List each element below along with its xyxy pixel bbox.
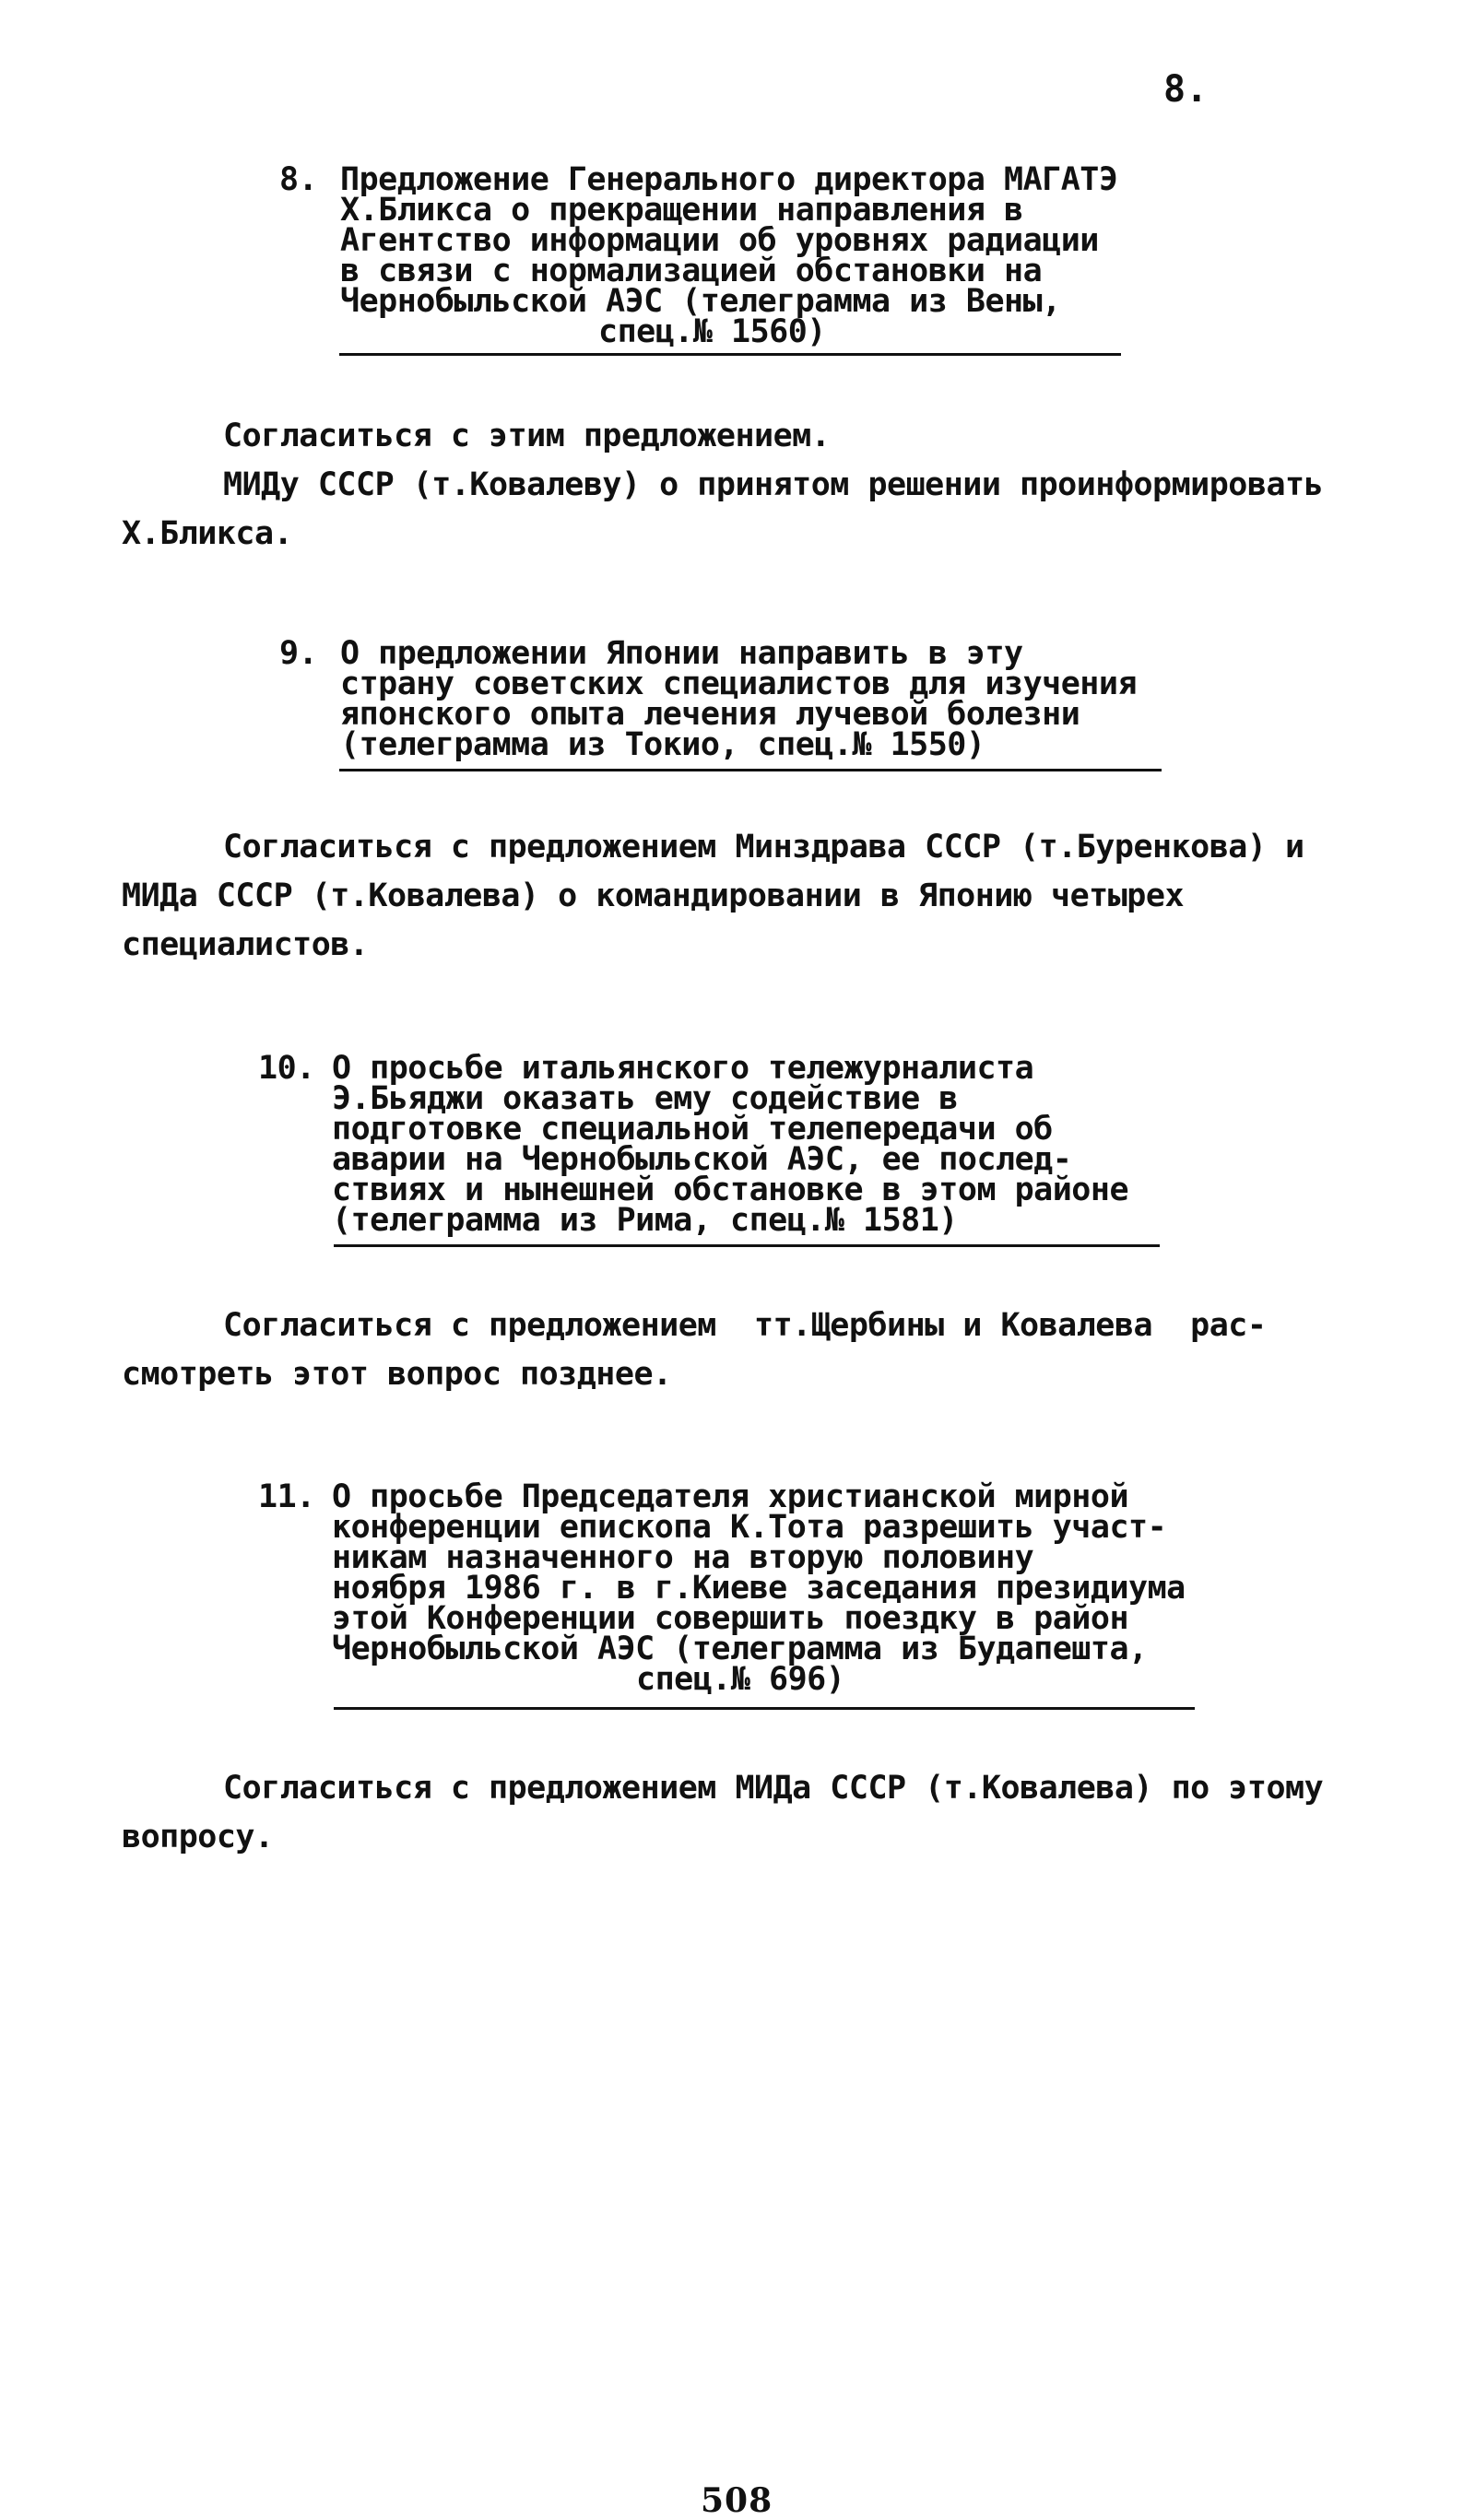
- decision-line: МИДа СССР (т.Ковалева) о командировании в Японию четырех: [122, 877, 1185, 914]
- decision-line: Согласиться с предложением Минздрава СССР (т.Буренкова) и: [223, 829, 1304, 866]
- decision-paragraph: [122, 823, 1357, 970]
- page-number: 8.: [1163, 68, 1209, 111]
- item-text-line: О просьбе Председателя христианской мирной: [332, 1478, 1129, 1515]
- agenda-item: [279, 161, 1164, 368]
- decision-paragraph: [122, 412, 1357, 559]
- archive-page-number: 508: [701, 2481, 773, 2520]
- agenda-item: [279, 635, 1183, 768]
- agenda-item: [258, 1050, 1198, 1247]
- decision-line: Согласиться с предложением тт.Щербины и Ковалева рас-: [223, 1307, 1267, 1344]
- item-text-line: ствиях и нынешней обстановке в этом районе: [332, 1172, 1129, 1208]
- item-text-line: Агентство информации об уровнях радиации: [340, 222, 1099, 259]
- item-text-line: О просьбе итальянского тележурналиста: [332, 1050, 1034, 1087]
- item-underline: [334, 1707, 1195, 1710]
- item-text-line: японского опыта лечения лучевой болезни: [340, 696, 1080, 733]
- item-text-line: подготовке специальной телепередачи об: [332, 1111, 1053, 1148]
- agenda-item: [258, 1478, 1235, 1722]
- item-text-line: ноября 1986 г. в г.Киеве заседания президиума: [332, 1570, 1186, 1607]
- item-text-line: (телеграмма из Рима, спец.№ 1581): [332, 1202, 958, 1239]
- item-text-line: аварии на Чернобыльской АЭС, ее послед-: [332, 1141, 1072, 1178]
- item-text-line: Э.Бьяджи оказать ему содействие в: [332, 1080, 958, 1117]
- item-text-line: никам назначенного на вторую половину: [332, 1539, 1034, 1576]
- item-number: 11.: [258, 1478, 315, 1515]
- item-text-line: О предложении Японии направить в эту: [340, 635, 1023, 672]
- item-text-line: этой Конференции совершить поездку в район: [332, 1600, 1129, 1637]
- decision-line: Согласиться с предложением МИДа СССР (т.Ковалева) по этому: [223, 1770, 1324, 1807]
- item-number: 9.: [279, 635, 318, 672]
- item-text-line: Чернобыльской АЭС (телеграмма из Вены,: [340, 283, 1061, 320]
- decision-paragraph: [122, 1764, 1357, 1862]
- item-underline: [334, 1244, 1160, 1247]
- item-text-line: Чернобыльской АЭС (телеграмма из Будапешта,: [332, 1631, 1148, 1667]
- item-text-line: Х.Бликса о прекращении направления в: [340, 192, 1023, 229]
- item-underline: [339, 353, 1121, 356]
- item-text-line: спец.№ 1560): [598, 313, 826, 350]
- item-number: 8.: [279, 161, 318, 198]
- decision-line: смотреть этот вопрос позднее.: [122, 1356, 672, 1393]
- item-text-line: конференции епископа К.Тота разрешить участ-: [332, 1509, 1167, 1546]
- decision-paragraph: [122, 1301, 1357, 1399]
- decision-line: вопросу.: [122, 1819, 274, 1855]
- item-text-line: страну советских специалистов для изучения: [340, 665, 1138, 702]
- decision-line: Согласиться с этим предложением.: [223, 418, 831, 454]
- item-number: 10.: [258, 1050, 315, 1087]
- item-text-line: Предложение Генерального директора МАГАТЭ: [340, 161, 1118, 198]
- item-text-line: в связи с нормализацией обстановки на: [340, 253, 1043, 289]
- item-text-line: (телеграмма из Токио, спец.№ 1550): [340, 726, 985, 763]
- item-underline: [339, 769, 1162, 771]
- decision-line: Х.Бликса.: [122, 515, 293, 552]
- decision-line: МИДу СССР (т.Ковалеву) о принятом решении проинформировать: [223, 466, 1324, 503]
- item-text-line: спец.№ 696): [636, 1661, 845, 1698]
- decision-line: специалистов.: [122, 926, 369, 963]
